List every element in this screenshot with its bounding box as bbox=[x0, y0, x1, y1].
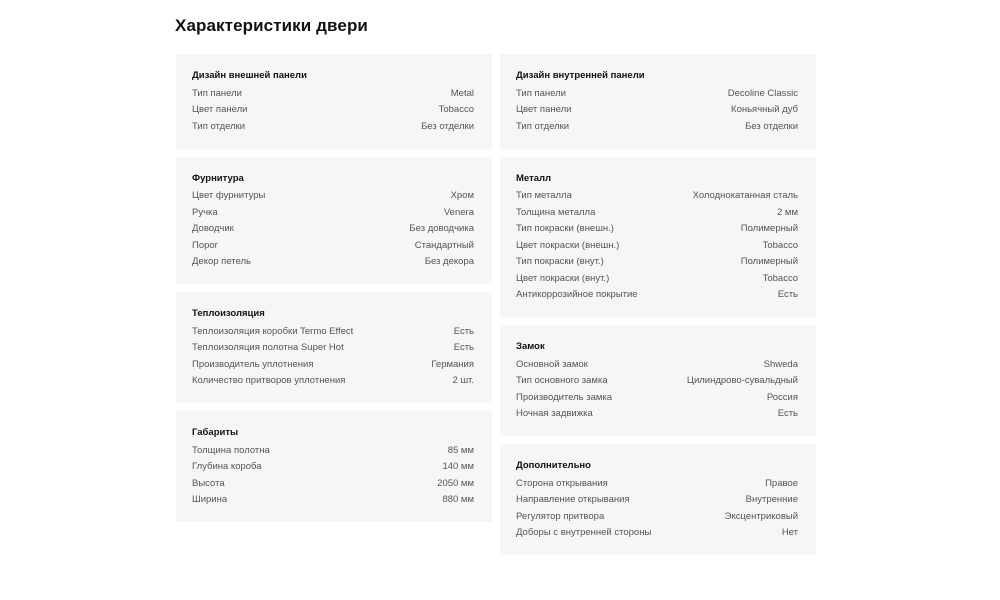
spec-value: Правое bbox=[765, 477, 798, 489]
spec-row bbox=[192, 475, 474, 492]
spec-row bbox=[516, 85, 798, 102]
spec-value: Внутренние bbox=[745, 494, 798, 506]
spec-label: Ручка bbox=[192, 206, 218, 218]
spec-section bbox=[500, 157, 816, 318]
spec-label: Высота bbox=[192, 477, 225, 489]
spec-value: Полимерный bbox=[740, 223, 798, 235]
spec-row bbox=[192, 356, 474, 373]
spec-column-left bbox=[176, 54, 492, 530]
spec-label: Цвет покраски (внешн.) bbox=[516, 239, 620, 251]
spec-value: 140 мм bbox=[442, 461, 474, 473]
spec-label: Количество притворов уплотнения bbox=[192, 375, 346, 387]
spec-label: Цвет панели bbox=[516, 104, 572, 116]
spec-row bbox=[516, 237, 798, 254]
spec-row bbox=[192, 188, 474, 205]
spec-label: Тип покраски (внут.) bbox=[516, 256, 604, 268]
spec-row bbox=[516, 204, 798, 221]
spec-row bbox=[516, 188, 798, 205]
spec-value: 85 мм bbox=[447, 444, 474, 456]
spec-label: Ночная задвижка bbox=[516, 408, 593, 420]
spec-label: Цвет покраски (внут.) bbox=[516, 272, 610, 284]
section-title: Теплоизоляция bbox=[192, 308, 265, 319]
spec-row bbox=[516, 287, 798, 304]
spec-label: Регулятор притвора bbox=[516, 510, 605, 522]
spec-value: Без декора bbox=[424, 256, 474, 268]
spec-value: Нет bbox=[781, 527, 798, 539]
section-title: Металл bbox=[516, 172, 552, 184]
spec-value: Без доводчика bbox=[409, 223, 474, 235]
spec-label: Сторона открывания bbox=[516, 477, 608, 489]
spec-value: Германия bbox=[431, 358, 474, 370]
spec-value: Цилиндрово-сувальдный bbox=[686, 375, 798, 387]
spec-label: Цвет панели bbox=[192, 104, 248, 116]
spec-value: Есть bbox=[777, 289, 798, 301]
spec-value: Без отделки bbox=[421, 120, 474, 132]
spec-label: Основной замок bbox=[516, 358, 588, 370]
spec-value: Россия bbox=[766, 391, 798, 403]
spec-value: Metal bbox=[450, 87, 474, 99]
spec-value: Есть bbox=[453, 325, 474, 337]
spec-label: Теплоизоляция коробки Termo Effect bbox=[192, 325, 354, 337]
spec-label: Направление открывания bbox=[516, 494, 630, 506]
spec-row bbox=[516, 508, 798, 525]
spec-row bbox=[516, 254, 798, 271]
spec-section bbox=[500, 54, 816, 149]
spec-value: Холоднокатанная сталь bbox=[692, 190, 798, 202]
spec-label: Толщина металла bbox=[516, 206, 596, 218]
spec-label: Декор петель bbox=[192, 256, 252, 268]
spec-row bbox=[192, 102, 474, 119]
spec-section bbox=[176, 157, 492, 285]
spec-row bbox=[192, 442, 474, 459]
spec-row bbox=[516, 373, 798, 390]
spec-value: Tobacco bbox=[762, 272, 798, 284]
spec-value: Tobacco bbox=[762, 239, 798, 251]
spec-label: Толщина полотна bbox=[192, 444, 270, 456]
spec-label: Тип покраски (внешн.) bbox=[516, 223, 614, 235]
spec-label: Тип металла bbox=[516, 190, 572, 202]
spec-value: Есть bbox=[777, 408, 798, 420]
spec-row bbox=[192, 118, 474, 135]
spec-label: Цвет фурнитуры bbox=[192, 190, 266, 202]
spec-value: 2 мм bbox=[777, 206, 798, 218]
spec-section bbox=[500, 444, 816, 555]
spec-row bbox=[516, 492, 798, 509]
spec-label: Доборы с внутренней стороны bbox=[516, 527, 652, 539]
spec-value: Хром bbox=[450, 190, 474, 202]
spec-row bbox=[516, 270, 798, 287]
spec-row bbox=[192, 323, 474, 340]
spec-row bbox=[192, 373, 474, 390]
spec-label: Тип панели bbox=[192, 87, 242, 99]
spec-value: Коньячный дуб bbox=[731, 104, 798, 116]
spec-label: Антикоррозийное покрытие bbox=[516, 289, 638, 301]
spec-column-right bbox=[500, 54, 816, 563]
section-title: Фурнитура bbox=[192, 172, 244, 184]
spec-value: Tobacco bbox=[438, 104, 474, 116]
spec-value: Стандартный bbox=[414, 239, 474, 251]
spec-row bbox=[516, 118, 798, 135]
section-title: Дизайн внешней панели bbox=[192, 70, 307, 81]
spec-section bbox=[500, 325, 816, 436]
spec-value: Полимерный bbox=[740, 256, 798, 268]
spec-row bbox=[192, 459, 474, 476]
spec-label: Порог bbox=[192, 239, 219, 251]
spec-row bbox=[192, 221, 474, 238]
section-title: Дополнительно bbox=[516, 460, 591, 471]
spec-row bbox=[516, 221, 798, 238]
spec-row bbox=[516, 406, 798, 423]
spec-row bbox=[516, 525, 798, 542]
spec-label: Теплоизоляция полотна Super Hot bbox=[192, 342, 344, 354]
spec-row bbox=[516, 389, 798, 406]
spec-section bbox=[176, 54, 492, 149]
spec-label: Тип отделки bbox=[192, 120, 246, 132]
spec-value: 2 шт. bbox=[452, 375, 474, 387]
spec-label: Глубина короба bbox=[192, 461, 262, 473]
spec-row bbox=[192, 237, 474, 254]
spec-value: Есть bbox=[453, 342, 474, 354]
spec-value: 2050 мм bbox=[437, 477, 474, 489]
section-title: Габариты bbox=[192, 427, 239, 438]
spec-row bbox=[192, 254, 474, 271]
spec-value: Decoline Classic bbox=[727, 87, 798, 99]
spec-value: Без отделки bbox=[745, 120, 798, 132]
spec-section bbox=[176, 292, 492, 403]
spec-row bbox=[192, 204, 474, 221]
spec-label: Производитель уплотнения bbox=[192, 358, 314, 370]
spec-label: Тип панели bbox=[516, 87, 566, 99]
section-title: Дизайн внутренней панели bbox=[516, 70, 645, 81]
spec-label: Производитель замка bbox=[516, 391, 613, 403]
spec-value: Shweda bbox=[763, 358, 798, 370]
spec-label: Тип основного замка bbox=[516, 375, 608, 387]
spec-row bbox=[516, 475, 798, 492]
spec-row bbox=[516, 102, 798, 119]
spec-value: 880 мм bbox=[442, 494, 474, 506]
spec-value: Venera bbox=[443, 206, 474, 218]
section-title: Замок bbox=[516, 341, 545, 352]
spec-row bbox=[192, 340, 474, 357]
spec-label: Ширина bbox=[192, 494, 228, 506]
spec-section bbox=[176, 411, 492, 522]
spec-row bbox=[192, 85, 474, 102]
spec-value: Эксцентриковый bbox=[724, 510, 798, 522]
page-title: Характеристики двери bbox=[175, 16, 368, 35]
spec-row bbox=[516, 356, 798, 373]
spec-row bbox=[192, 492, 474, 509]
spec-label: Доводчик bbox=[192, 223, 234, 235]
spec-label: Тип отделки bbox=[516, 120, 570, 132]
